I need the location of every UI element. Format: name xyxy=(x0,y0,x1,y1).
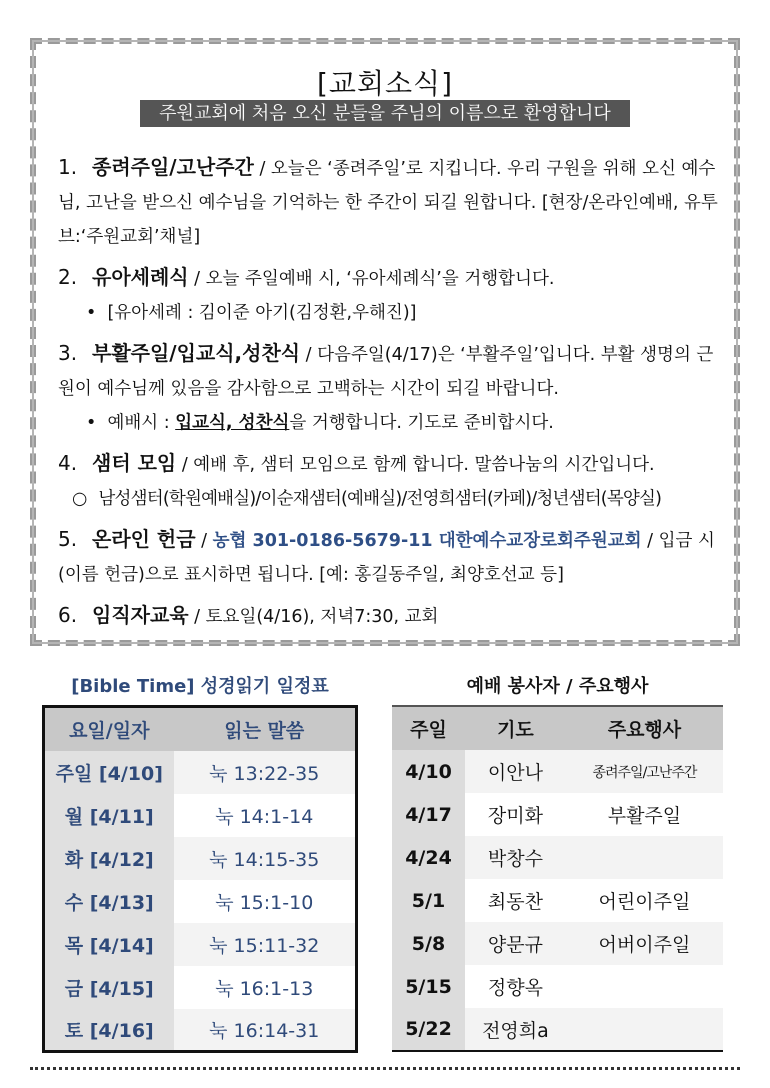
table-row xyxy=(44,966,357,1009)
item-number: 5. xyxy=(58,527,78,551)
passage-cell: 눅 14:1-14 xyxy=(215,805,314,828)
day-cell: 토 [4/16] xyxy=(44,1009,174,1052)
passage-cell: 눅 15:11-32 xyxy=(174,923,357,966)
item-heading: 온라인 헌금 xyxy=(92,527,196,551)
date-cell: 4/24 xyxy=(392,836,465,879)
table-row xyxy=(392,836,723,879)
news-list xyxy=(58,150,724,640)
item-text: / 오늘 주일예배 시, ‘유아세례식’을 거행합니다. xyxy=(188,269,555,289)
column-header: 읽는 말씀 xyxy=(174,707,357,751)
passage-cell: 눅 15:1-10 xyxy=(215,891,314,914)
passage-cell: 눅 16:1-13 xyxy=(215,977,314,1000)
day-cell: 목 [4/14] xyxy=(44,923,174,966)
event-cell xyxy=(566,965,723,1008)
item-text: / 입금 시 (이름 헌금)으로 표시하면 됩니다. [예: 홍길동주일, 최양호선교 등] xyxy=(58,531,715,585)
event-cell: 어버이주일 xyxy=(566,922,723,965)
table-row xyxy=(44,1009,357,1052)
item-number: 2. xyxy=(58,265,78,289)
item-heading: 샘터 모임 xyxy=(92,451,177,475)
date-cell: 5/15 xyxy=(392,965,465,1008)
item-text: / 다음주일(4/17)은 ‘부활주일’입니다. 부활 생명의 근원이 예수님께 있음을 감사함으로 고백하는 시간이 되길 바랍니다. xyxy=(58,345,714,399)
church-news-box xyxy=(30,38,740,646)
date-cell: 5/1 xyxy=(392,879,465,922)
bank-account: 농협 301-0186-5679-11 대한예수교장로회주원교회 xyxy=(212,531,642,551)
date-cell: 4/17 xyxy=(392,793,465,836)
service-schedule-title: 예배 봉사자 / 주요행사 xyxy=(466,676,649,697)
day-cell: 화 [4/12] xyxy=(44,837,174,880)
prayer-cell: 정향옥 xyxy=(487,977,543,999)
news-item xyxy=(58,446,724,516)
table-row xyxy=(44,751,357,794)
prayer-cell: 장미화 xyxy=(487,805,543,827)
day-cell: 수 [4/13] xyxy=(44,880,174,923)
item-number: 1. xyxy=(58,155,78,179)
prayer-cell: 최동찬 xyxy=(487,891,543,913)
passage-cell: 눅 14:15-35 xyxy=(174,837,357,880)
bullet-text: 을 거행합니다. 기도로 준비합시다. xyxy=(289,413,554,433)
separator: / xyxy=(195,531,213,551)
event-cell: 부활주일 xyxy=(607,805,682,827)
item-bullet: • [유아세례 : 김이준 아기(김정환,우해진)] xyxy=(86,303,417,323)
table-row xyxy=(392,750,723,793)
bottom-divider xyxy=(30,1067,740,1070)
welcome-banner: 주원교회에 처음 오신 분들을 주님의 이름으로 환영합니다 xyxy=(140,100,630,127)
prayer-cell: 전영희a xyxy=(465,1008,566,1051)
event-cell: 어린이주일 xyxy=(598,891,691,913)
item-number: 3. xyxy=(58,341,78,365)
news-title: [교회소식] xyxy=(316,67,454,100)
table-row xyxy=(392,793,723,836)
day-cell: 월 [4/11] xyxy=(44,794,174,837)
date-cell: 5/8 xyxy=(392,922,465,965)
item-text: / 예배 후, 샘터 모임으로 함께 합니다. 말씀나눔의 시간입니다. xyxy=(176,455,655,475)
news-item xyxy=(58,260,724,330)
event-cell xyxy=(566,1008,723,1051)
table-row xyxy=(44,923,357,966)
table-row xyxy=(44,837,357,880)
item-number: 6. xyxy=(58,603,78,627)
bible-schedule-title: [Bible Time] 성경읽기 일정표 xyxy=(71,676,329,697)
prayer-cell: 박창수 xyxy=(465,836,566,879)
column-header: 주일 xyxy=(392,706,465,750)
news-item xyxy=(58,150,724,254)
date-cell: 4/10 xyxy=(392,750,465,793)
bible-reading-table xyxy=(42,705,358,1053)
table-row xyxy=(44,794,357,837)
item-bullet: ○ 남성샘터(학원예배실)/이순재샘터(예배실)/전영희샘터(카페)/청년샘터(목양실) xyxy=(72,489,662,509)
bullet-text: 예배시 : xyxy=(107,413,176,433)
item-text: / 토요일(4/16), 저녁7:30, 교회 xyxy=(188,607,439,627)
item-text: / 오늘은 ‘종려주일’로 지킵니다. 우리 구원을 위해 오신 예수님, 고난을 받으신 예수님을 기억하는 한 주간이 되길 원합니다. [현장/온라인예배, 유투브:‘주원교회’채널] xyxy=(58,159,718,247)
day-cell: 주일 [4/10] xyxy=(44,751,174,794)
bullet-text: 남성샘터(학원예배실)/이순재샘터(예배실)/전영희샘터(카페)/청년샘터(목양실) xyxy=(98,489,662,509)
passage-cell: 눅 16:14-31 xyxy=(174,1009,357,1052)
table-row xyxy=(44,880,357,923)
bullet-text: [유아세례 : 김이준 아기(김정환,우해진)] xyxy=(107,303,417,323)
item-heading: 종려주일/고난주간 xyxy=(92,155,254,179)
item-heading: 임직자교육 xyxy=(92,603,189,627)
news-item xyxy=(58,336,724,440)
event-cell: 종려주일/고난주간 xyxy=(566,750,723,793)
news-item xyxy=(58,522,724,592)
item-number: 4. xyxy=(58,451,78,475)
item-heading: 부활주일/입교식,성찬식 xyxy=(92,341,301,365)
table-row xyxy=(392,965,723,1008)
event-cell xyxy=(566,836,723,879)
table-row xyxy=(392,1008,723,1051)
column-header: 요일/일자 xyxy=(44,707,174,751)
column-header: 기도 xyxy=(465,706,566,750)
bullet-emphasis: 입교식, 성찬식 xyxy=(175,413,290,433)
item-bullet: • 예배시 : 입교식, 성찬식을 거행합니다. 기도로 준비합시다. xyxy=(86,413,554,433)
day-cell: 금 [4/15] xyxy=(44,966,174,1009)
column-header: 주요행사 xyxy=(566,706,723,750)
table-row xyxy=(392,922,723,965)
item-heading: 유아세례식 xyxy=(92,265,189,289)
prayer-cell: 이안나 xyxy=(465,750,566,793)
prayer-cell: 양문규 xyxy=(465,922,566,965)
service-table xyxy=(392,705,723,1052)
news-item xyxy=(58,598,724,634)
passage-cell: 눅 13:22-35 xyxy=(174,751,357,794)
date-cell: 5/22 xyxy=(392,1008,465,1051)
table-row xyxy=(392,879,723,922)
